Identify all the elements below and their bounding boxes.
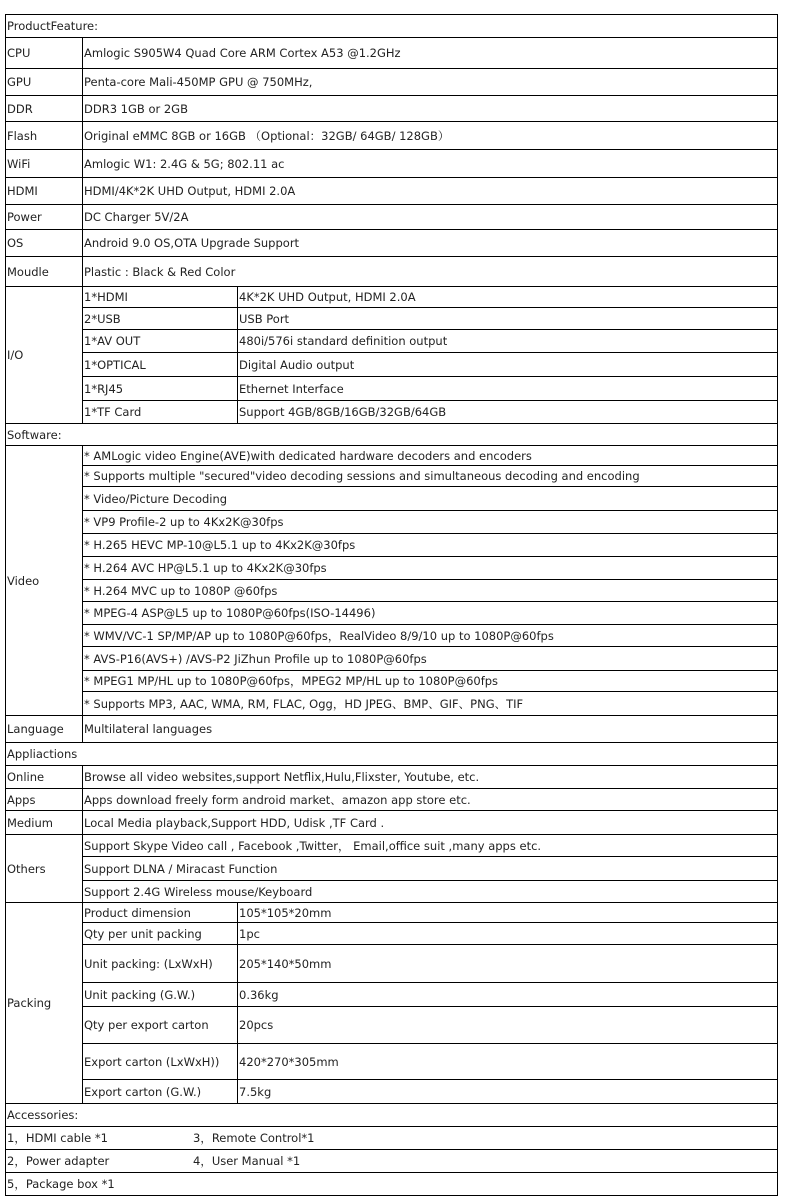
video-feature: * MPEG-4 ASP@L5 up to 1080P@60fps(ISO-14496) bbox=[83, 602, 778, 625]
io-port: 1*OPTICAL bbox=[83, 353, 238, 377]
spec-value: Penta-core Mali-450MP GPU @ 750MHz, bbox=[83, 69, 778, 96]
accessory-item: 4，User Manual *1 bbox=[193, 1154, 301, 1168]
packing-row bbox=[6, 945, 778, 983]
video-feature: * Supports multiple "secured"video decoding sessions and simultaneous decoding and encoding bbox=[83, 466, 778, 487]
spec-value: Android 9.0 OS,OTA Upgrade Support bbox=[83, 230, 778, 257]
io-row bbox=[6, 401, 778, 424]
io-label: I/O bbox=[6, 287, 83, 424]
spec-value: HDMI/4K*2K UHD Output, HDMI 2.0A bbox=[83, 178, 778, 205]
io-desc: USB Port bbox=[238, 308, 778, 330]
packing-row bbox=[6, 983, 778, 1007]
io-row bbox=[6, 353, 778, 377]
spec-row bbox=[6, 150, 778, 178]
io-port: 1*RJ45 bbox=[83, 377, 238, 401]
spec-row bbox=[6, 69, 778, 96]
spec-value: Original eMMC 8GB or 16GB （Optional：32GB/ 64GB/ 128GB） bbox=[83, 122, 778, 150]
io-desc: Ethernet Interface bbox=[238, 377, 778, 401]
io-desc: Support 4GB/8GB/16GB/32GB/64GB bbox=[238, 401, 778, 424]
language-row bbox=[6, 716, 778, 743]
io-port: 1*TF Card bbox=[83, 401, 238, 424]
spec-value: Plastic : Black & Red Color bbox=[83, 257, 778, 287]
packing-row bbox=[6, 1007, 778, 1044]
spec-value: Amlogic W1: 2.4G & 5G; 802.11 ac bbox=[83, 150, 778, 178]
software-heading: Software: bbox=[6, 424, 778, 446]
video-row bbox=[6, 511, 778, 534]
section-heading-row bbox=[6, 15, 778, 38]
spec-label: Power bbox=[6, 205, 83, 230]
spec-row bbox=[6, 96, 778, 122]
spec-value: DDR3 1GB or 2GB bbox=[83, 96, 778, 122]
language-value: Multilateral languages bbox=[83, 716, 778, 743]
video-feature: * H.264 AVC HP@L5.1 up to 4Kx2K@30fps bbox=[83, 557, 778, 580]
product-feature-heading: ProductFeature: bbox=[6, 15, 778, 38]
accessories-row bbox=[6, 1173, 778, 1196]
spec-label: OS bbox=[6, 230, 83, 257]
io-desc: 4K*2K UHD Output, HDMI 2.0A bbox=[238, 287, 778, 308]
video-row bbox=[6, 647, 778, 671]
application-label: Medium bbox=[6, 811, 83, 835]
others-row bbox=[6, 857, 778, 881]
video-row bbox=[6, 534, 778, 557]
accessories-row bbox=[6, 1150, 778, 1173]
spec-label: HDMI bbox=[6, 178, 83, 205]
video-row bbox=[6, 557, 778, 580]
io-port: 1*AV OUT bbox=[83, 330, 238, 353]
others-item: Support 2.4G Wireless mouse/Keyboard bbox=[83, 881, 778, 903]
video-feature: * H.264 MVC up to 1080P @60fps bbox=[83, 580, 778, 602]
language-label: Language bbox=[6, 716, 83, 743]
spec-row bbox=[6, 178, 778, 205]
packing-item-value: 420*270*305mm bbox=[238, 1044, 778, 1080]
section-heading-row bbox=[6, 424, 778, 446]
spec-label: Flash bbox=[6, 122, 83, 150]
spec-row bbox=[6, 230, 778, 257]
application-row bbox=[6, 789, 778, 811]
video-feature: * VP9 Profile-2 up to 4Kx2K@30fps bbox=[83, 511, 778, 534]
video-feature: * WMV/VC-1 SP/MP/AP up to 1080P@60fps，RealVideo 8/9/10 up to 1080P@60fps bbox=[83, 625, 778, 647]
video-feature: * AMLogic video Engine(AVE)with dedicated hardware decoders and encoders bbox=[83, 446, 778, 466]
others-item: Support DLNA / Miracast Function bbox=[83, 857, 778, 881]
accessories-heading: Accessories: bbox=[6, 1104, 778, 1127]
io-port: 2*USB bbox=[83, 308, 238, 330]
video-label: Video bbox=[6, 446, 83, 716]
packing-row bbox=[6, 903, 778, 923]
accessories-cell bbox=[6, 1127, 778, 1150]
packing-item-name: Unit packing (G.W.) bbox=[83, 983, 238, 1007]
video-feature: * MPEG1 MP/HL up to 1080P@60fps，MPEG2 MP/HL up to 1080P@60fps bbox=[83, 671, 778, 692]
packing-item-name: Qty per unit packing bbox=[83, 923, 238, 945]
accessories-row bbox=[6, 1127, 778, 1150]
io-row bbox=[6, 330, 778, 353]
packing-row bbox=[6, 1080, 778, 1104]
application-label: Apps bbox=[6, 789, 83, 811]
video-row bbox=[6, 671, 778, 692]
packing-item-name: Qty per export carton bbox=[83, 1007, 238, 1044]
others-row bbox=[6, 881, 778, 903]
video-feature: * Supports MP3, AAC, WMA, RM, FLAC, Ogg，HD JPEG、BMP、GIF、PNG、TIF bbox=[83, 692, 778, 716]
spec-label: GPU bbox=[6, 69, 83, 96]
video-feature: * Video/Picture Decoding bbox=[83, 487, 778, 511]
section-heading-row bbox=[6, 743, 778, 766]
application-value: Local Media playback,Support HDD, Udisk ,TF Card . bbox=[83, 811, 778, 835]
packing-row bbox=[6, 923, 778, 945]
video-row bbox=[6, 692, 778, 716]
others-row bbox=[6, 835, 778, 857]
spec-label: Moudle bbox=[6, 257, 83, 287]
packing-item-value: 20pcs bbox=[238, 1007, 778, 1044]
io-desc: 480i/576i standard definition output bbox=[238, 330, 778, 353]
accessory-item: 2，Power adapter bbox=[7, 1154, 110, 1168]
accessories-cell bbox=[6, 1150, 778, 1173]
spec-value: DC Charger 5V/2A bbox=[83, 205, 778, 230]
application-value: Browse all video websites,support Netflix,Hulu,Flixster, Youtube, etc. bbox=[83, 766, 778, 789]
application-row bbox=[6, 811, 778, 835]
video-feature: * AVS-P16(AVS+) /AVS-P2 JiZhun Profile up to 1080P@60fps bbox=[83, 647, 778, 671]
video-row bbox=[6, 580, 778, 602]
spec-label: CPU bbox=[6, 38, 83, 69]
video-row bbox=[6, 625, 778, 647]
io-desc: Digital Audio output bbox=[238, 353, 778, 377]
packing-item-name: Export carton (LxWxH)) bbox=[83, 1044, 238, 1080]
video-row bbox=[6, 487, 778, 511]
packing-label: Packing bbox=[6, 903, 83, 1104]
io-port: 1*HDMI bbox=[83, 287, 238, 308]
packing-item-name: Product dimension bbox=[83, 903, 238, 923]
spec-row bbox=[6, 122, 778, 150]
spec-value: Amlogic S905W4 Quad Core ARM Cortex A53 @1.2GHz bbox=[83, 38, 778, 69]
video-row bbox=[6, 466, 778, 487]
application-row bbox=[6, 766, 778, 789]
video-row bbox=[6, 602, 778, 625]
video-feature: * H.265 HEVC MP-10@L5.1 up to 4Kx2K@30fps bbox=[83, 534, 778, 557]
others-label: Others bbox=[6, 835, 83, 903]
spec-label: DDR bbox=[6, 96, 83, 122]
accessory-item: 5，Package box *1 bbox=[6, 1173, 778, 1196]
packing-row bbox=[6, 1044, 778, 1080]
spec-label: WiFi bbox=[6, 150, 83, 178]
packing-item-value: 1pc bbox=[238, 923, 778, 945]
applications-heading: Appliactions bbox=[6, 743, 778, 766]
packing-item-value: 0.36kg bbox=[238, 983, 778, 1007]
packing-item-value: 7.5kg bbox=[238, 1080, 778, 1104]
spec-row bbox=[6, 257, 778, 287]
io-row bbox=[6, 308, 778, 330]
video-row bbox=[6, 446, 778, 466]
packing-item-name: Export carton (G.W.) bbox=[83, 1080, 238, 1104]
io-row bbox=[6, 377, 778, 401]
packing-item-value: 205*140*50mm bbox=[238, 945, 778, 983]
section-heading-row bbox=[6, 1104, 778, 1127]
application-value: Apps download freely form android market、amazon app store etc. bbox=[83, 789, 778, 811]
others-item: Support Skype Video call , Facebook ,Twitter， Email,office suit ,many apps etc. bbox=[83, 835, 778, 857]
accessory-item: 3，Remote Control*1 bbox=[193, 1131, 315, 1145]
accessory-item: 1，HDMI cable *1 bbox=[7, 1131, 108, 1145]
application-label: Online bbox=[6, 766, 83, 789]
spec-table bbox=[5, 14, 778, 1196]
packing-item-value: 105*105*20mm bbox=[238, 903, 778, 923]
spec-row bbox=[6, 205, 778, 230]
spec-row bbox=[6, 38, 778, 69]
packing-item-name: Unit packing: (LxWxH) bbox=[83, 945, 238, 983]
io-row bbox=[6, 287, 778, 308]
